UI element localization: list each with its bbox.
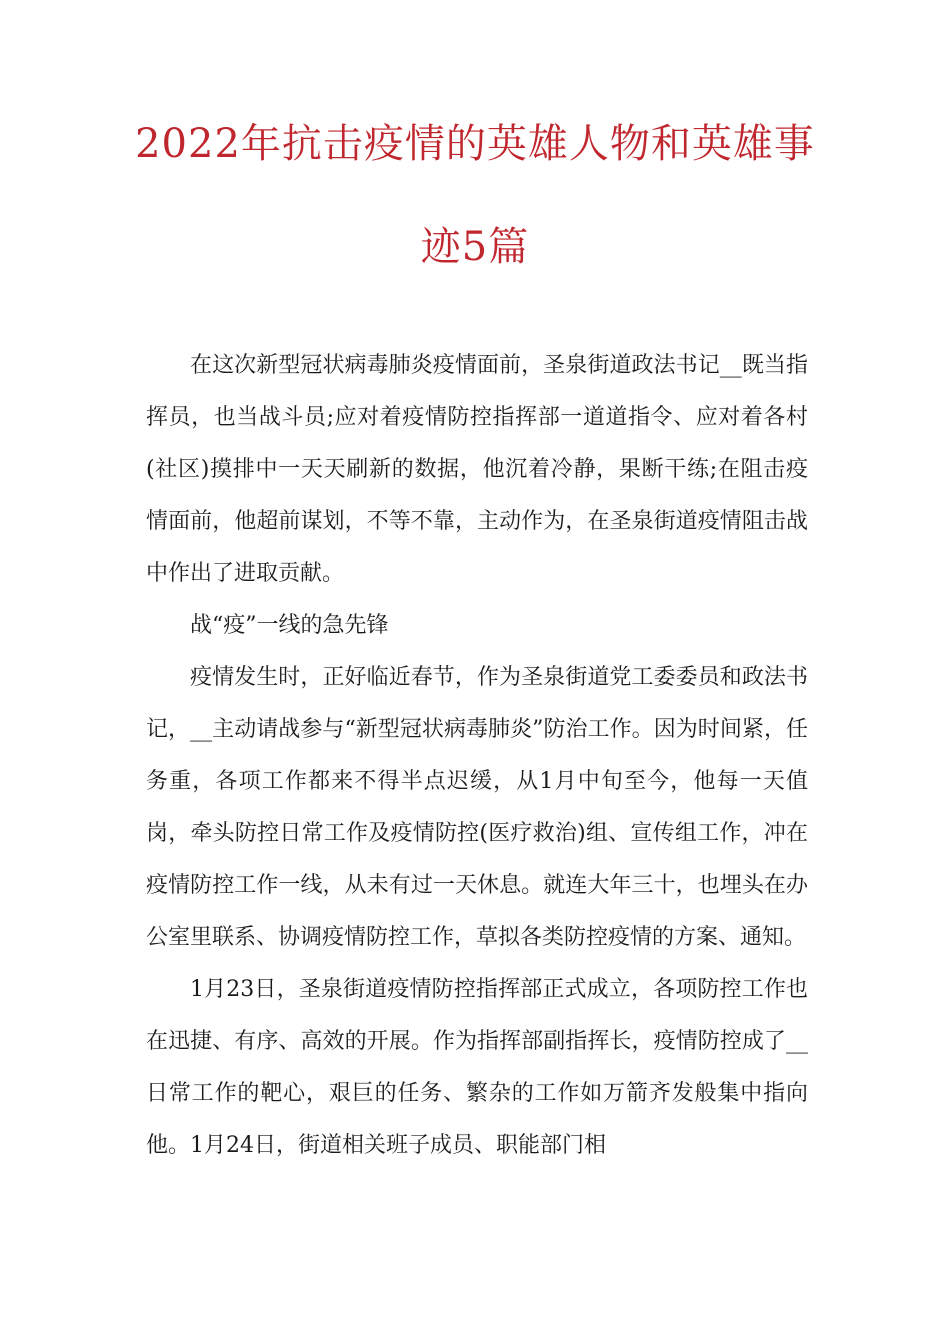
body-paragraph: 在这次新型冠状病毒肺炎疫情面前，圣泉街道政法书记__既当指挥员，也当战斗员;应对着疫情防控指挥部一道道指令、应对着各村(社区)摸排中一天天刷新的数据，他沉着冷静，果断干练;在阻击疫情面前，他超前谋划，不等不靠，主动作为，在圣泉街道疫情阻击战中作出了进取贡献。 [146, 353, 808, 586]
document-body [146, 340, 808, 1172]
body-paragraph: 1月23日，圣泉街道疫情防控指挥部正式成立，各项防控工作也在迅捷、有序、高效的开展。作为指挥部副指挥长，疫情防控成了__日常工作的靶心，艰巨的任务、繁杂的工作如万箭齐发般集中指向他。1月24日，街道相关班子成员、职能部门相 [146, 977, 808, 1158]
section-heading: 战“疫”一线的急先锋 [190, 613, 389, 638]
document-title-line-1: 2022年抗击疫情的英雄人物和英雄事 [135, 121, 815, 167]
document-title-line-2: 迹5篇 [420, 224, 530, 270]
body-paragraph: 疫情发生时，正好临近春节，作为圣泉街道党工委委员和政法书记，__主动请战参与“新型冠状病毒肺炎”防治工作。因为时间紧，任务重，各项工作都来不得半点迟缓，从1月中旬至今，他每一天值岗，牵头防控日常工作及疫情防控(医疗救治)组、宣传组工作，冲在疫情防控工作一线，从未有过一天休息。就连大年三十，也埋头在办公室里联系、协调疫情防控工作，草拟各类防控疫情的方案、通知。 [146, 665, 808, 950]
